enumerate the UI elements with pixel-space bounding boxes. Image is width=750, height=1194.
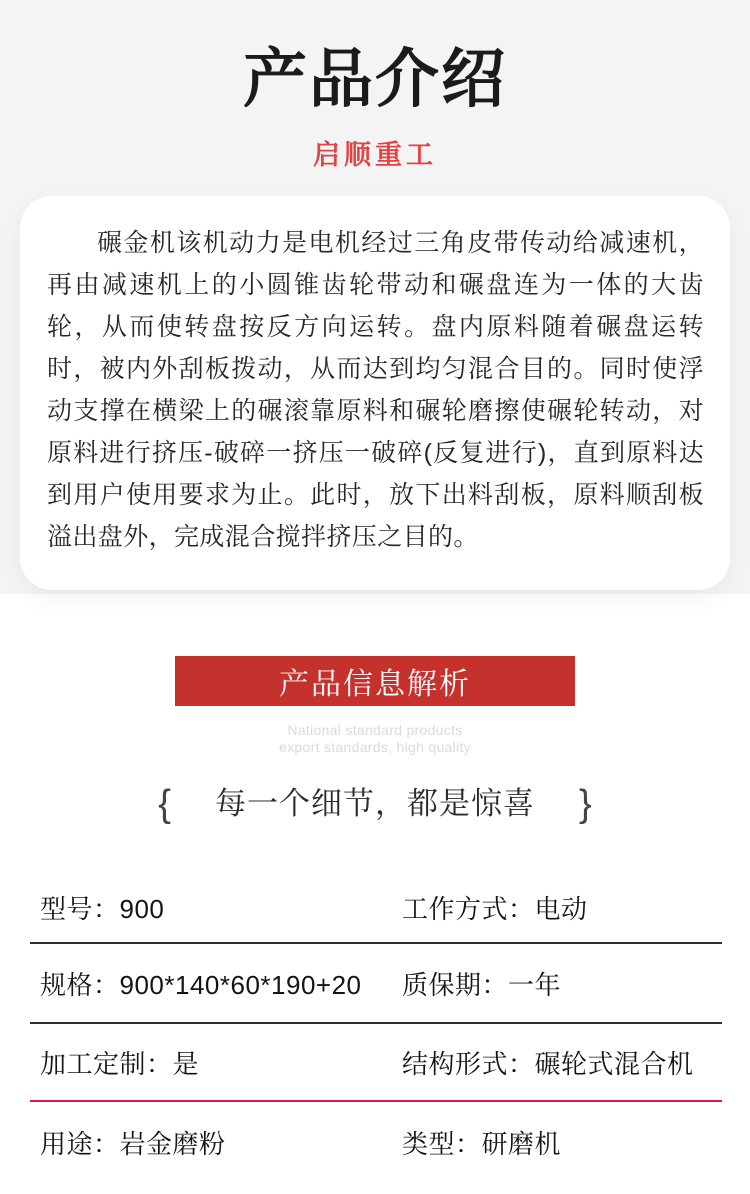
intro-paragraph: 碾金机该机动力是电机经过三角皮带传动给减速机，再由减速机上的小圆锥齿轮带动和碾盘连为一体的大齿轮，从而使转盘按反方向运转。盘内原料随着碾盘运转时，被内外刮板拨动，从而达到均匀混合目的。同时使浮动支撑在横梁上的碾滚靠原料和碾轮磨擦使碾轮转动，对原料进行挤压-破碎一挤压一破碎(反复进行)，直到原料达到用户使用要求为止。此时，放下出料刮板，原料顺刮板溢出盘外，完成混合搅拌挤压之目的。 [47, 229, 704, 551]
spec-row-dimensions [30, 944, 722, 1024]
product-intro-section [0, 0, 750, 594]
spec-row-model [30, 872, 722, 944]
brand-subtitle: 启顺重工 [313, 140, 437, 170]
intro-card [20, 196, 730, 590]
spec-row-customization [30, 1024, 722, 1102]
spec-work-mode: 工作方式：电动 [402, 893, 588, 924]
watermark-line-1: National standard products [287, 722, 463, 738]
spec-warranty: 质保期：一年 [402, 969, 562, 1000]
spec-dimensions: 规格：900*140*60*190+20 [40, 969, 362, 1000]
spec-model: 型号：900 [40, 893, 165, 924]
slogan-open-brace: { [158, 783, 171, 825]
spec-customization: 加工定制：是 [40, 1048, 200, 1079]
slogan-close-brace: } [579, 783, 592, 825]
spec-type: 类型：研磨机 [402, 1128, 562, 1159]
page-title: 产品介绍 [243, 43, 507, 115]
slogan-row [0, 782, 750, 826]
spec-table [30, 872, 722, 1182]
watermark-text [0, 722, 750, 756]
info-banner: 产品信息解析 [175, 656, 575, 706]
spec-row-usage [30, 1102, 722, 1182]
product-info-section [0, 656, 750, 1182]
spec-usage: 用途：岩金磨粉 [40, 1128, 226, 1159]
slogan-text: 每一个细节，都是惊喜 [215, 786, 535, 821]
watermark-line-2: export standards, high quality [279, 739, 471, 755]
spec-structure: 结构形式：碾轮式混合机 [402, 1048, 694, 1079]
